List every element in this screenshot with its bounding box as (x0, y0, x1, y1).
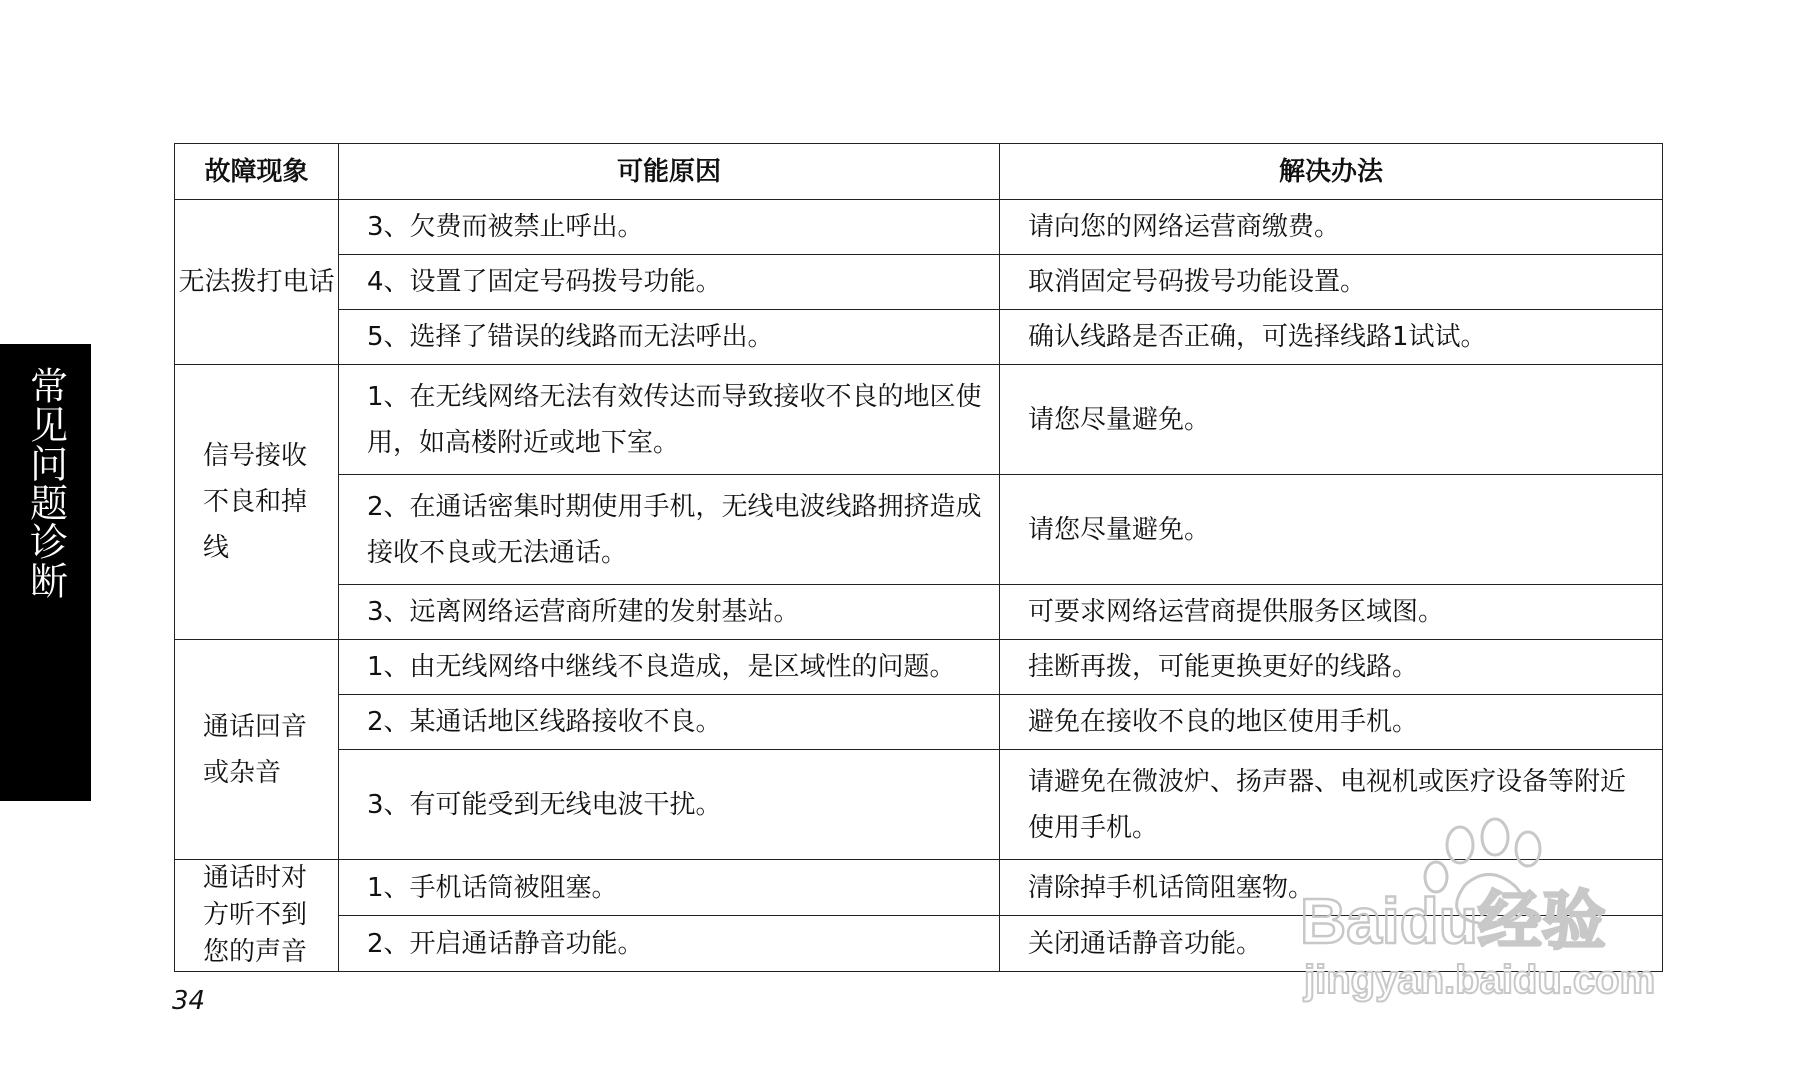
watermark-url: jingyan.baidu.com (1304, 958, 1656, 1002)
table-row (175, 695, 1663, 750)
cause-cell: 1、在无线网络无法有效传达而导致接收不良的地区使用，如高楼附近或地下室。 (339, 365, 1000, 475)
solution-cell: 请您尽量避免。 (1000, 365, 1663, 475)
cause-cell: 4、设置了固定号码拨号功能。 (339, 255, 1000, 310)
table-row (175, 365, 1663, 475)
solution-cell: 请避免在微波炉、扬声器、电视机或医疗设备等附近使用手机。 (1000, 750, 1663, 860)
table-row (175, 916, 1663, 972)
cause-cell: 1、由无线网络中继线不良造成，是区域性的问题。 (339, 640, 1000, 695)
solution-cell: 取消固定号码拨号功能设置。 (1000, 255, 1663, 310)
solution-cell: 确认线路是否正确，可选择线路1试试。 (1000, 310, 1663, 365)
cause-cell: 3、远离网络运营商所建的发射基站。 (339, 585, 1000, 640)
table-row (175, 310, 1663, 365)
solution-cell: 关闭通话静音功能。 (1000, 916, 1663, 972)
symptom-cell: 通话回音或杂音 (175, 640, 339, 860)
table-row (175, 255, 1663, 310)
solution-cell: 可要求网络运营商提供服务区域图。 (1000, 585, 1663, 640)
table-row (175, 640, 1663, 695)
section-tab (0, 344, 91, 801)
solution-cell: 挂断再拨，可能更换更好的线路。 (1000, 640, 1663, 695)
solution-cell: 避免在接收不良的地区使用手机。 (1000, 695, 1663, 750)
cause-cell: 2、某通话地区线路接收不良。 (339, 695, 1000, 750)
section-tab-label: 常见问题诊断 (23, 366, 68, 600)
table-row (175, 585, 1663, 640)
table-row (175, 200, 1663, 255)
cause-cell: 3、有可能受到无线电波干扰。 (339, 750, 1000, 860)
watermark-brand: Baidu经验 (1300, 885, 1606, 957)
cause-cell: 2、在通话密集时期使用手机，无线电波线路拥挤造成接收不良或无法通话。 (339, 475, 1000, 585)
cause-cell: 5、选择了错误的线路而无法呼出。 (339, 310, 1000, 365)
solution-cell: 清除掉手机话筒阻塞物。 (1000, 860, 1663, 916)
solution-cell: 请您尽量避免。 (1000, 475, 1663, 585)
table-row (175, 475, 1663, 585)
header-cause: 可能原因 (339, 144, 1000, 200)
page-number: 34 (172, 986, 206, 1016)
header-solution: 解决办法 (1000, 144, 1663, 200)
cause-cell: 3、欠费而被禁止呼出。 (339, 200, 1000, 255)
cause-cell: 1、手机话筒被阻塞。 (339, 860, 1000, 916)
symptom-cell: 无法拨打电话 (175, 200, 339, 365)
table-row (175, 750, 1663, 860)
symptom-cell: 通话时对方听不到您的声音 (175, 860, 339, 972)
table-header-row (175, 144, 1663, 200)
table-row (175, 860, 1663, 916)
troubleshooting-table (174, 143, 1663, 972)
cause-cell: 2、开启通话静音功能。 (339, 916, 1000, 972)
header-symptom: 故障现象 (175, 144, 339, 200)
symptom-cell: 信号接收不良和掉线 (175, 365, 339, 640)
solution-cell: 请向您的网络运营商缴费。 (1000, 200, 1663, 255)
